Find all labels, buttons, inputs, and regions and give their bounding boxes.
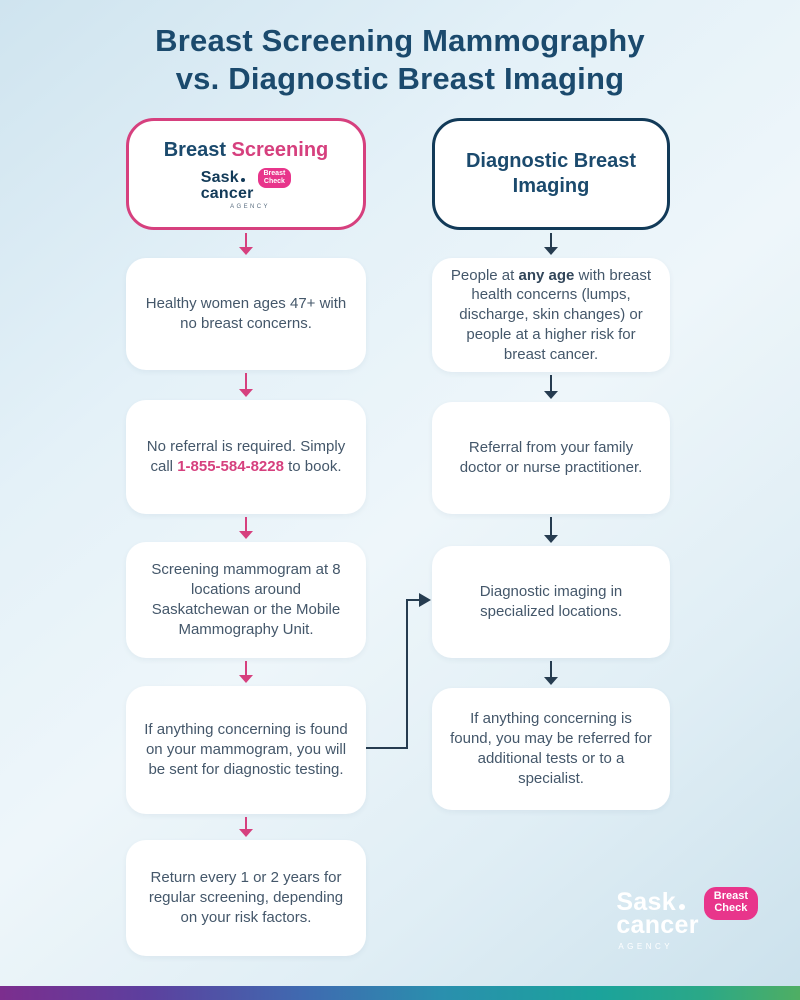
emphasis-any-age: any age bbox=[518, 266, 575, 284]
step-text-after: with breast health concerns (lumps, discharge, skin changes) or people at a higher risk for breast cancer. bbox=[459, 266, 652, 363]
flow-arrow-down-icon bbox=[543, 517, 559, 543]
step-text bbox=[143, 437, 349, 477]
flow-arrow-down-icon bbox=[238, 817, 254, 837]
logo-dot bbox=[679, 904, 685, 910]
phone-number: 1-855-584-8228 bbox=[177, 458, 284, 475]
logo-word-cancer: cancer bbox=[200, 184, 254, 202]
breast-check-badge bbox=[704, 887, 758, 920]
left-step-eligibility bbox=[126, 258, 366, 370]
breast-check-badge bbox=[258, 168, 292, 188]
flow-arrow-down-icon bbox=[543, 375, 559, 399]
right-step-eligibility bbox=[432, 258, 670, 372]
flow-arrow-down-icon bbox=[238, 661, 254, 683]
flow-arrow-down-icon bbox=[238, 517, 254, 539]
logo-word-sask: Sask bbox=[200, 169, 239, 187]
right-step-referral bbox=[432, 402, 670, 514]
logo-word-cancer: cancer bbox=[616, 911, 699, 939]
title-line-1: Breast Screening Mammography bbox=[155, 23, 645, 58]
header-label-primary: Breast bbox=[163, 139, 226, 162]
logo-agency-text: AGENCY bbox=[230, 203, 270, 210]
step-text: Return every 1 or 2 years for regular screening, depending on your risk factors. bbox=[148, 869, 344, 926]
left-step-no-referral bbox=[126, 400, 366, 514]
step-text: Referral from your family doctor or nurse practitioner. bbox=[459, 439, 643, 476]
step-text bbox=[449, 266, 653, 365]
left-step-return-interval bbox=[126, 840, 366, 956]
saskcancer-logo bbox=[201, 170, 292, 209]
step-text: If anything concerning is found on your mammogram, you will be sent for diagnostic testing. bbox=[144, 721, 348, 778]
breast-screening-header-label bbox=[136, 138, 357, 163]
step-text: Screening mammogram at 8 locations around Saskatchewan or the Mobile Mammography Unit. bbox=[151, 561, 341, 638]
diagnostic-imaging-header bbox=[432, 118, 670, 230]
title-line-2: vs. Diagnostic Breast Imaging bbox=[175, 60, 625, 96]
left-step-locations bbox=[126, 542, 366, 658]
flow-arrow-down-icon bbox=[238, 233, 254, 255]
logo-agency-text: AGENCY bbox=[618, 942, 674, 951]
step-text: Diagnostic imaging in specialized locations. bbox=[479, 583, 623, 620]
saskcancer-footer-logo bbox=[616, 888, 758, 951]
right-step-additional-tests bbox=[432, 688, 670, 810]
flow-arrow-down-icon bbox=[238, 373, 254, 397]
badge-line-1: Breast bbox=[713, 890, 748, 902]
logo-word-sask: Sask bbox=[616, 888, 676, 916]
diagnostic-imaging-header-label: Diagnostic Breast Imaging bbox=[465, 150, 637, 197]
badge-line-2: Check bbox=[714, 901, 748, 914]
badge-line-1: Breast bbox=[263, 170, 286, 178]
flow-arrow-down-icon bbox=[543, 233, 559, 255]
footer-gradient-bar bbox=[0, 986, 800, 1000]
breast-screening-header bbox=[126, 118, 366, 230]
step-text: If anything concerning is found, you may be referred for additional tests or to a specialist. bbox=[450, 710, 652, 787]
step-text-after: to book. bbox=[283, 458, 342, 475]
page-title bbox=[0, 22, 800, 98]
step-text-before: No referral is required. Simply call bbox=[146, 438, 346, 475]
right-step-imaging-locations bbox=[432, 546, 670, 658]
badge-line-2: Check bbox=[263, 177, 285, 185]
logo-dot bbox=[241, 178, 245, 182]
step-text: Healthy women ages 47+ with no breast concerns. bbox=[145, 295, 347, 332]
flow-arrow-down-icon bbox=[543, 661, 559, 685]
step-text-before: People at bbox=[450, 266, 519, 284]
left-step-concerning-findings bbox=[126, 686, 366, 814]
header-label-accent: Screening bbox=[226, 139, 329, 162]
